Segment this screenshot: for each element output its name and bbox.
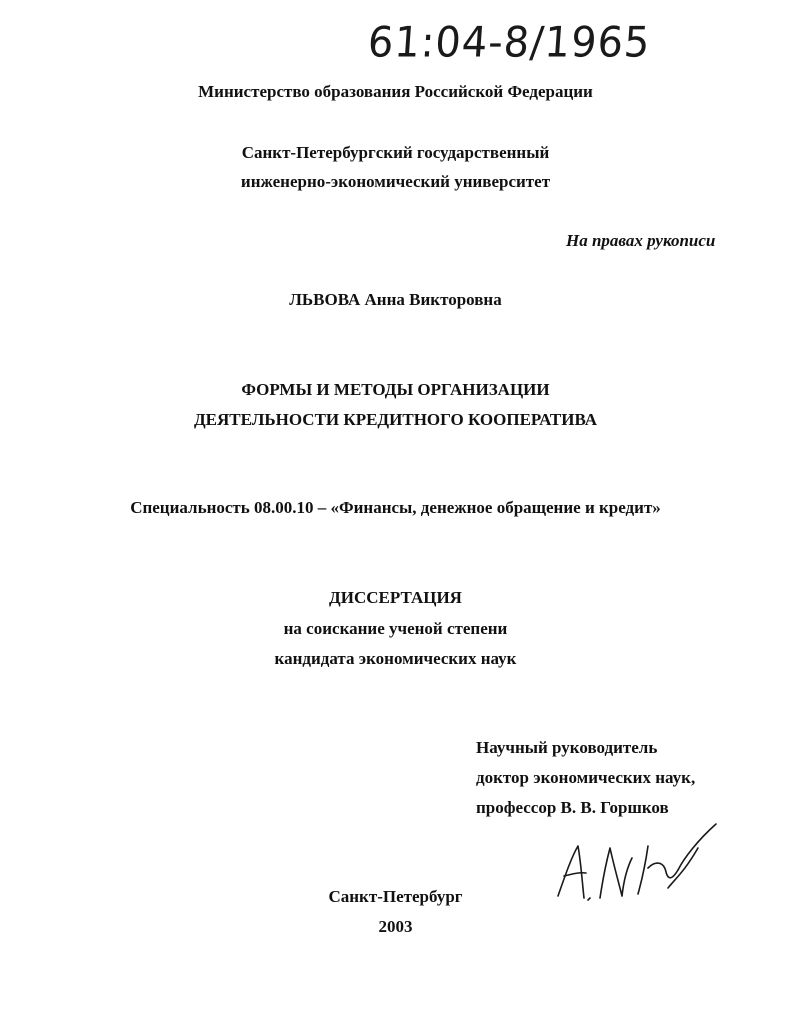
ministry-name: Министерство образования Российской Федерации [198,82,593,101]
city: Санкт-Петербург [328,887,463,906]
document-type-heading: ДИССЕРТАЦИЯ [329,588,462,607]
university-name-line-1: Санкт-Петербургский государственный [241,143,550,162]
degree-line-1: на соискание ученой степени [283,619,508,638]
degree-line-2: кандидата экономических наук [274,649,517,668]
rights-note: На правах рукописи [566,231,716,250]
supervisor-label: Научный руководитель [476,738,658,757]
supervisor-name: профессор В. В. Горшков [476,798,669,817]
thesis-title-line-1: ФОРМЫ И МЕТОДЫ ОРГАНИЗАЦИИ [241,380,550,399]
specialty-line: Специальность 08.00.10 – «Финансы, денежное обращение и кредит» [130,498,661,517]
supervisor-degree: доктор экономических наук, [476,768,696,787]
thesis-title-line-2: ДЕЯТЕЛЬНОСТИ КРЕДИТНОГО КООПЕРАТИВА [193,410,598,429]
handwritten-catalog-number: 61:04-8/1965 [366,18,653,68]
year: 2003 [378,917,413,936]
author-name: ЛЬВОВА Анна Викторовна [289,290,502,309]
university-name-line-2: инженерно-экономический университет [240,172,551,191]
